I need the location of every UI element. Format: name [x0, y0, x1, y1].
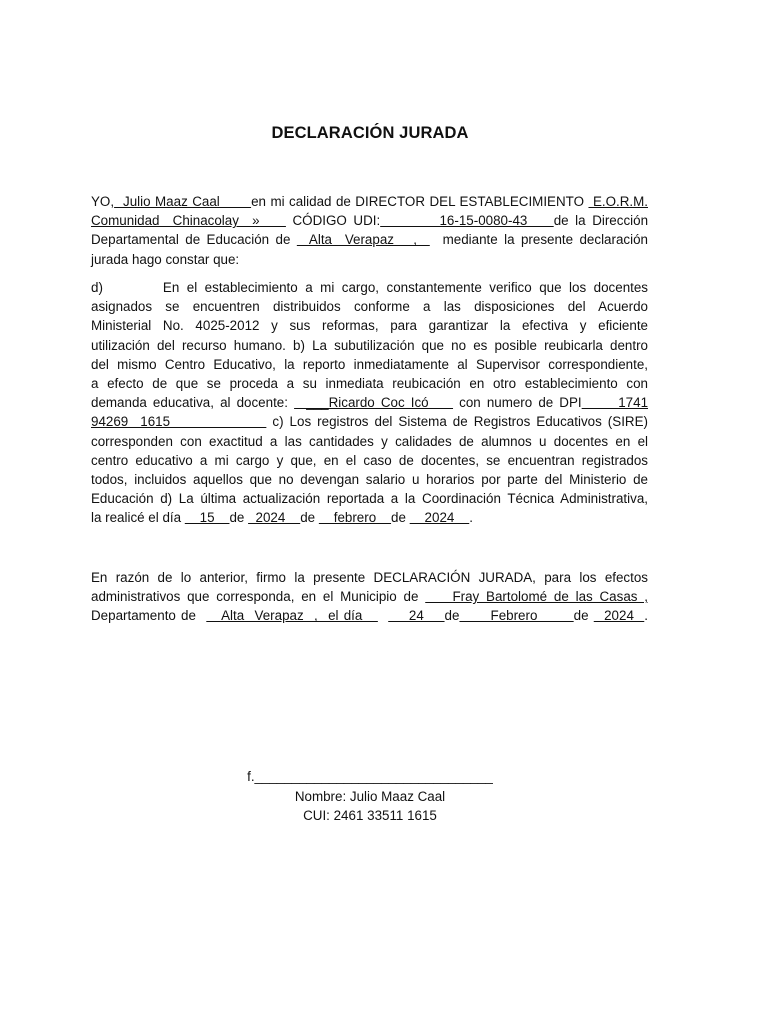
signature-line: f.________________________________: [247, 769, 493, 784]
update-month: febrero: [318, 510, 392, 526]
municipio-name: Fray Bartolomé de las Casas ,: [425, 589, 648, 605]
dpi-number-part2: 94269 1615: [91, 414, 267, 430]
update-date-line: la realicé el día 15 de 2024 de febrero de 2024 .: [91, 510, 473, 526]
update-year-1: 2024: [248, 510, 301, 526]
signer-name: Nombre: Julio Maaz Caal: [294, 789, 446, 804]
signing-date-line: Departamento de Alta Verapaz , el día 24 de Febrero de 2024 .: [91, 608, 648, 624]
school-name: E.O.R.M.: [588, 194, 648, 209]
signer-cui: CUI: 2461 33511 1615: [303, 808, 437, 823]
intro-line-4: jurada hago constar que:: [91, 251, 240, 267]
closing-paragraph: En razón de lo anterior, firmo la presente DECLARACIÓN JURADA, para los efectos administrativos que corresponda, en el Municipio de Fray Bartolomé de las Casas , Departamento de Alta Verapaz , el día 24 de Febrero de 2024 .: [91, 568, 648, 626]
signing-year: 2024: [593, 608, 645, 624]
dpi-number-part1: 1741: [581, 395, 649, 411]
docente-name: ___Ricardo Coc Icó: [294, 395, 454, 411]
intro-paragraph: [91, 192, 648, 269]
document-title: DECLARACIÓN JURADA: [271, 124, 469, 142]
signing-month: Febrero: [459, 608, 574, 624]
intro-line-1: YO, Julio Maaz Caal en mi calidad de DIRECTOR DEL ESTABLECIMIENTO E.O.R.M.: [91, 194, 648, 209]
udi-code: 16-15-0080-43: [380, 213, 554, 229]
declaration-paragraph: d) En el establecimiento a mi cargo, constantemente verifico que los docentes asignados se encuentren distribuidos conforme a las disposiciones del Acuerdo Ministerial No. 4025-2012 y sus reformas, para garantizar la efectiva y eficiente utilización del recurso humano. b) La subutilización que no es posible reubicarla dentro del mismo Centro Educativo, la reporto inmediatamente al Supervisor correspondiente, a efecto de que se proceda a su inmediata reubicación en otro establecimiento con demanda educativa, al docente: ___Ricardo Coc Icó con numero de DPI 1741 94269 1615 c) Los registros del Sistema de Registros Educativos (SIRE) corresponden con exactitud a las cantidades y calidades de alumnos u docentes en el centro educativo a mi cargo y que, en el caso de docentes, se encuentran registrados todos, incluidos aquellos que no devengan salario u horarios por parte del Ministerio de Educación d) La última actualización reportada a la Coordinación Técnica Administrativa, la realicé el día 15 de 2024 de febrero de 2024 .: [91, 278, 648, 527]
docente-line: demanda educativa, al docente: ___Ricardo Coc Icó con numero de DPI 1741: [91, 395, 649, 411]
department-name: Alta Verapaz ,: [296, 232, 430, 248]
update-year-2: 2024: [409, 510, 470, 526]
signing-day: 24: [388, 608, 445, 624]
municipio-line: administrativos que corresponda, en el Municipio de Fray Bartolomé de las Casas ,: [91, 589, 648, 605]
update-day: 15: [184, 510, 230, 526]
intro-line-2: Comunidad Chinacolay » CÓDIGO UDI: 16-15-0080-43 de la Dirección: [91, 213, 649, 229]
school-community: Comunidad Chinacolay »: [91, 213, 260, 229]
signing-department: Alta Verapaz , el día: [206, 608, 378, 624]
dpi-line: 94269 1615 c) Los registros del Sistema de Registros Educativos (SIRE): [91, 414, 648, 430]
declarant-name: Julio Maaz Caal: [114, 194, 252, 209]
intro-line-3: Departamental de Educación de Alta Verapaz , mediante la presente declaración: [91, 232, 648, 248]
